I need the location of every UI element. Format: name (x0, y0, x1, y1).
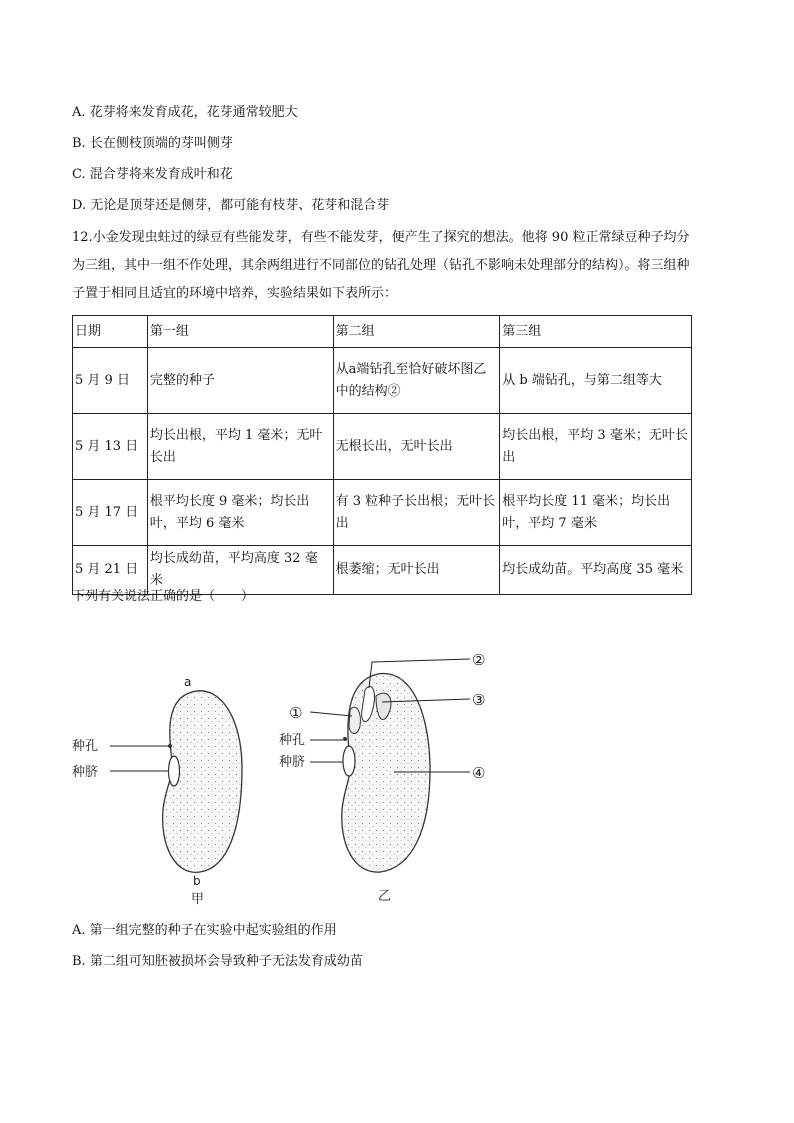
option-text: 第二组可知胚被损坏会导致种子无法发育成幼苗 (89, 954, 363, 969)
option-label: C. (72, 167, 86, 182)
micropyle-yi (343, 737, 347, 741)
option-b-bottom (72, 953, 363, 971)
option-text: 第一组完整的种子在实验中起实验组的作用 (89, 923, 337, 938)
table-cell: 从 b 端钻孔，与第二组等大 (500, 348, 692, 414)
seed-figure (60, 640, 520, 910)
option-d-top (72, 197, 389, 215)
experiment-table (72, 315, 692, 595)
label-a: a (184, 675, 192, 689)
option-label: A. (72, 923, 86, 938)
hilum-jia (169, 756, 180, 786)
table-cell: 5 月 17 日 (73, 480, 148, 546)
table-header: 第一组 (147, 316, 333, 348)
seed-jia (72, 675, 242, 907)
micropyle-jia (168, 744, 172, 748)
option-label: D. (72, 198, 87, 213)
option-text: 混合芽将来发育成叶和花 (89, 167, 233, 182)
table-header: 第三组 (500, 316, 692, 348)
label-micropyle-jia: 种孔 (72, 739, 99, 754)
table-cell: 均长成幼苗，平均高度 32 毫米 (147, 546, 333, 595)
label-n2: ② (472, 651, 486, 669)
option-text: 无论是顶芽还是侧芽，都可能有枝芽、花芽和混合芽 (90, 198, 390, 213)
option-b-top (72, 135, 233, 153)
label-n1: ① (289, 704, 303, 722)
label-b: b (193, 874, 201, 888)
option-text: 花芽将来发育成花，花芽通常较肥大 (89, 105, 298, 120)
seed-yi (279, 651, 485, 904)
label-micropyle-yi: 种孔 (279, 733, 306, 748)
table-cell: 无根长出，无叶长出 (333, 414, 500, 480)
table-cell: 5 月 9 日 (73, 348, 148, 414)
label-hilum-jia: 种脐 (72, 765, 99, 780)
option-text: 长在侧枝顶端的芽叫侧芽 (89, 136, 233, 151)
table-row (73, 414, 692, 480)
label-n3: ③ (472, 691, 486, 709)
table-cell: 均长成幼苗。平均高度 35 毫米 (500, 546, 692, 595)
table-header-row (73, 316, 692, 348)
label-hilum-yi: 种脐 (279, 755, 306, 770)
question-text: 12.小金发现虫蛀过的绿豆有些能发芽，有些不能发芽，便产生了探究的想法。他将 90 粒正常绿豆种子均分为三组，其中一组不作处理，其余两组进行不同部位的钻孔处理（钻孔不影响未处理部分的结构）。将三组种子置于相同且适宜的环境中培养，实验结果如下表所示： (72, 230, 690, 301)
table-cell: 根萎缩；无叶长出 (333, 546, 500, 595)
table-cell: 有 3 粒种子长出根；无叶长出 (333, 480, 500, 546)
option-a-top (72, 104, 298, 122)
table-cell: 均长出根，平均 1 毫米；无叶长出 (147, 414, 333, 480)
option-label: B. (72, 954, 86, 969)
option-c-top (72, 166, 233, 184)
hilum-yi (343, 746, 355, 776)
table-cell: 均长出根，平均 3 毫米；无叶长出 (500, 414, 692, 480)
table-cell: 从a端钻孔至恰好破坏图乙中的结构② (333, 348, 500, 414)
option-label: A. (72, 105, 86, 120)
option-label: B. (72, 136, 86, 151)
table-row (73, 348, 692, 414)
question-prompt: 下列有关说法正确的是（ ） (72, 589, 255, 604)
radicle (349, 707, 360, 733)
table-row (73, 480, 692, 546)
label-n4: ④ (472, 764, 486, 782)
caption-yi: 乙 (378, 889, 392, 904)
table-cell: 完整的种子 (147, 348, 333, 414)
table-cell: 根平均长度 9 毫米；均长出叶，平均 6 毫米 (147, 480, 333, 546)
option-a-bottom (72, 922, 337, 940)
table-header: 第二组 (333, 316, 500, 348)
caption-jia: 甲 (191, 892, 205, 907)
table-cell: 根平均长度 11 毫米；均长出叶，平均 7 毫米 (500, 480, 692, 546)
table-cell: 5 月 21 日 (73, 546, 148, 595)
table-cell: 5 月 13 日 (73, 414, 148, 480)
table-header: 日期 (73, 316, 148, 348)
